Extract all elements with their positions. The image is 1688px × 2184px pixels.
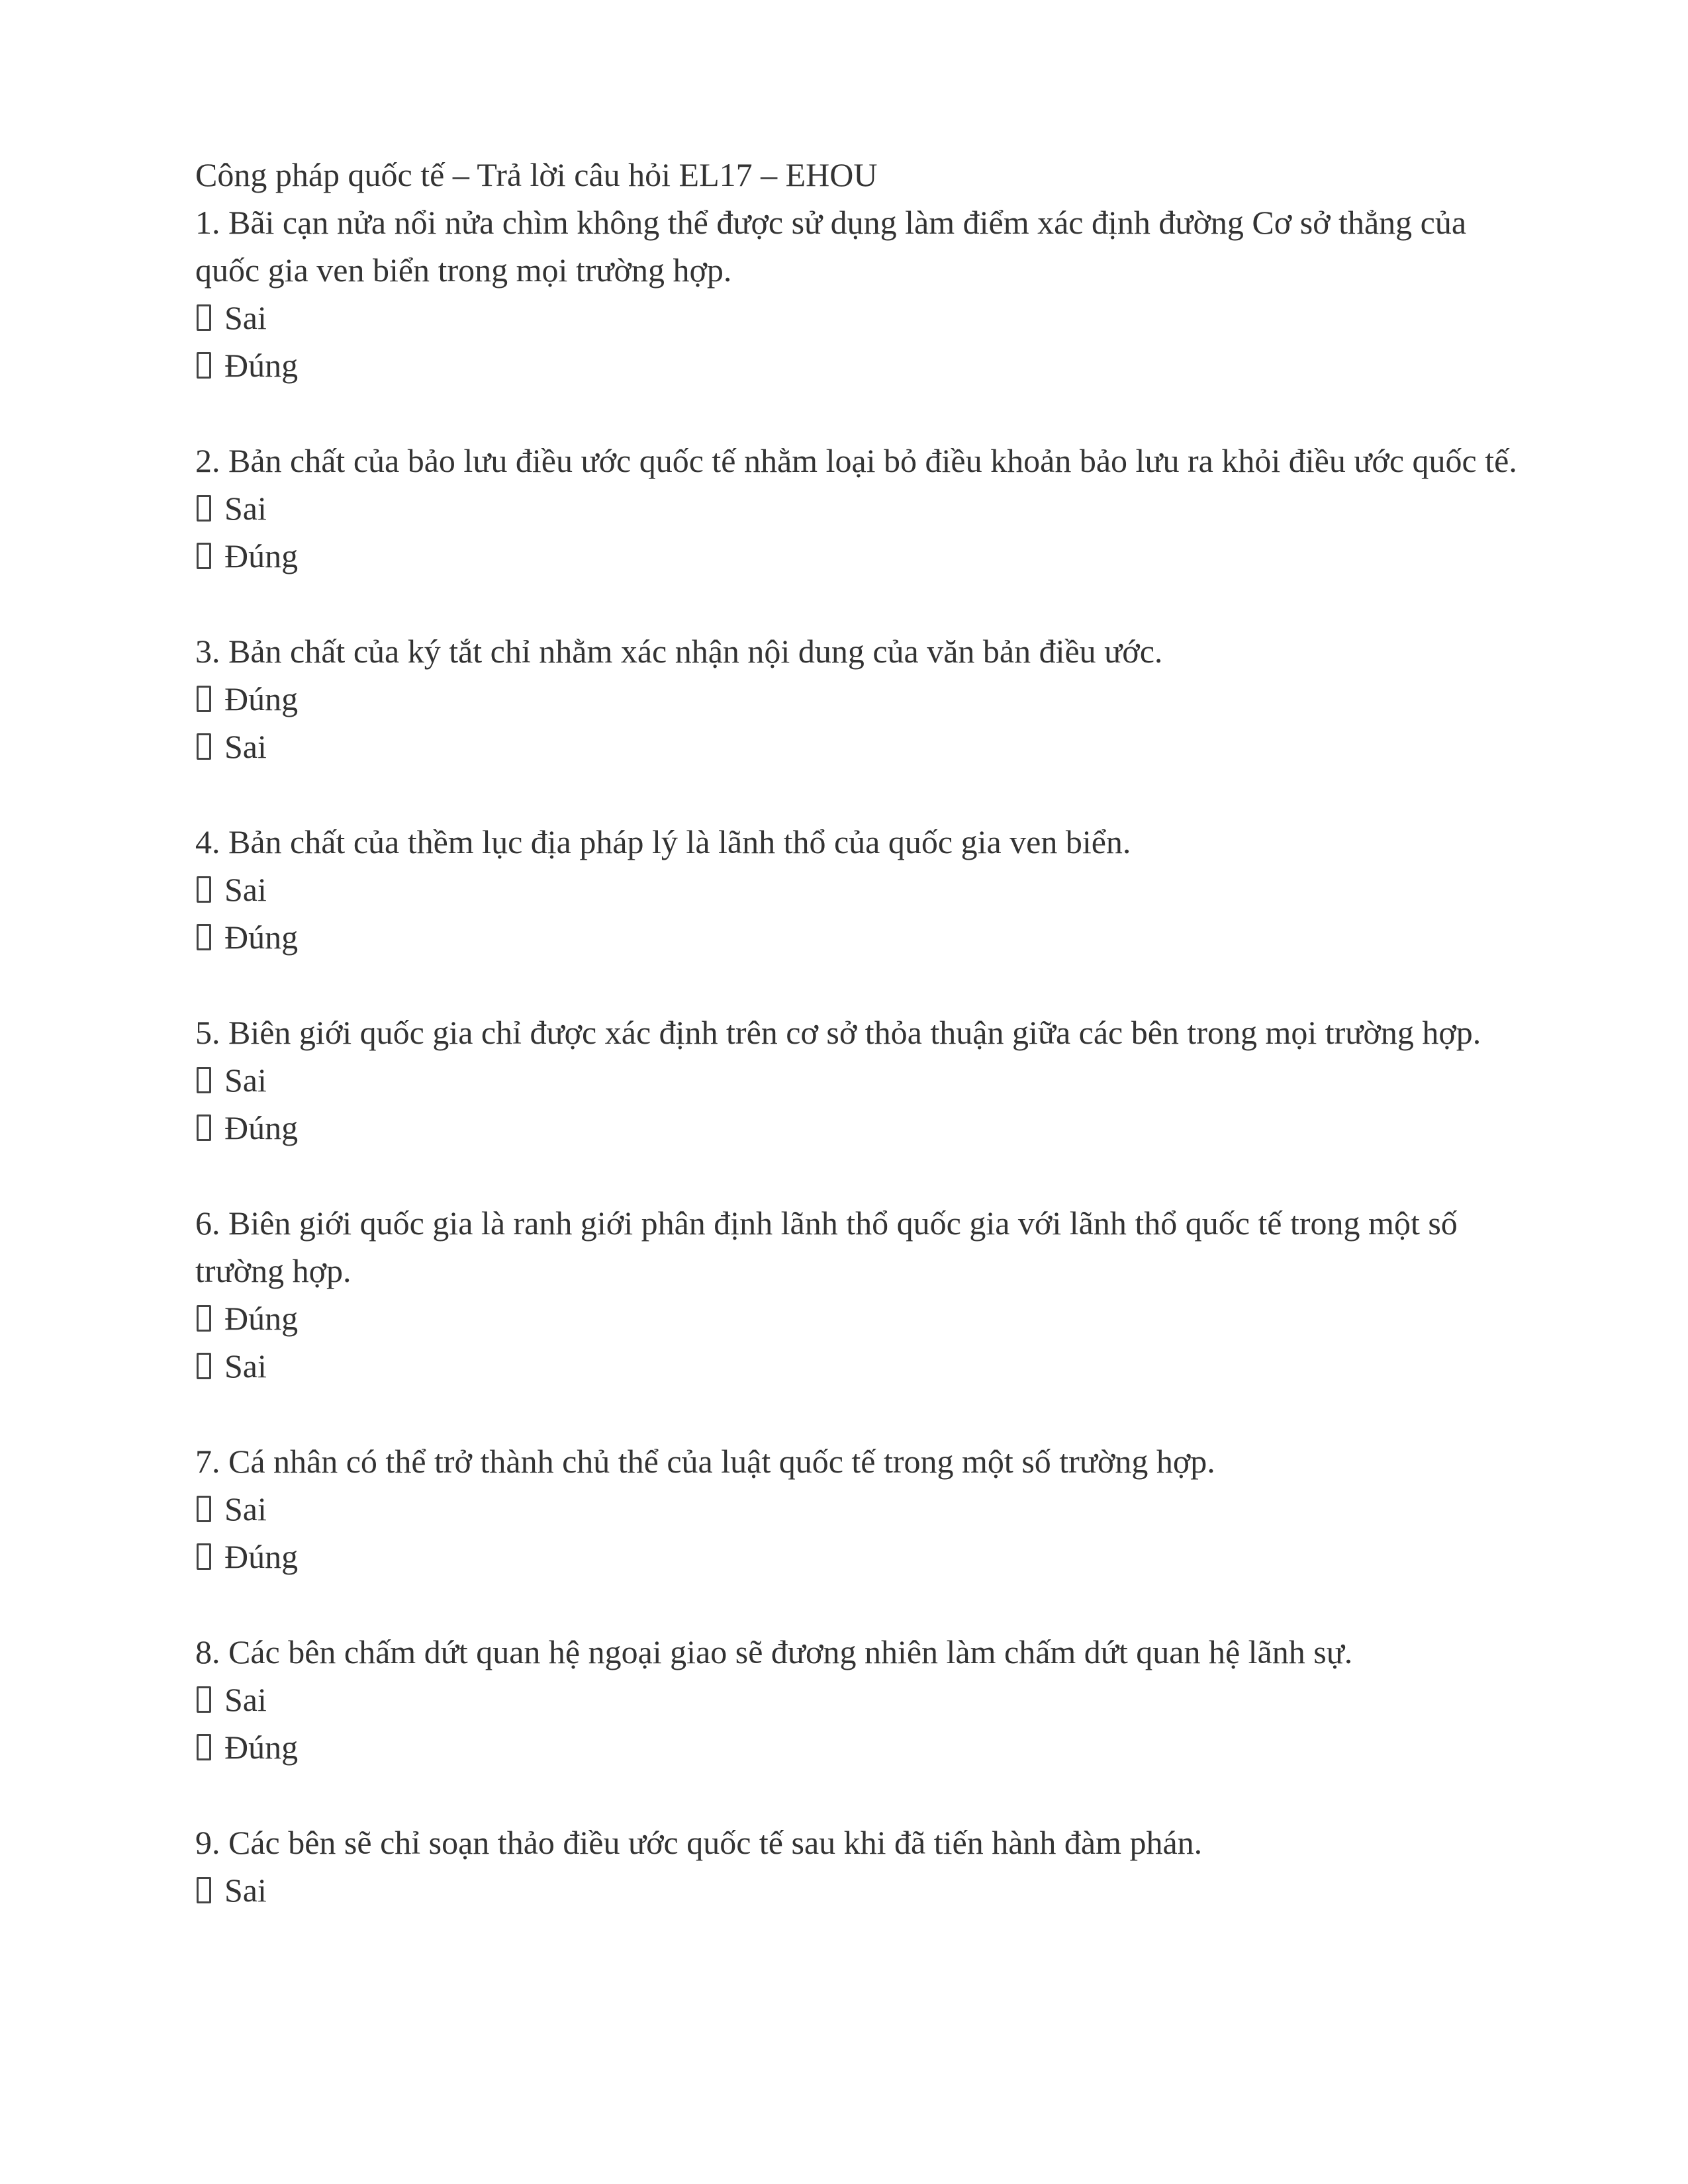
option-label: Sai [224, 1872, 267, 1909]
option-label: Đúng [224, 1729, 299, 1766]
answer-option[interactable] [195, 1342, 1532, 1390]
answer-option[interactable] [195, 532, 1532, 580]
checkbox-icon [197, 495, 211, 522]
option-label: Đúng [224, 1109, 299, 1146]
question-2 [195, 437, 1532, 580]
option-label: Sai [224, 1347, 267, 1385]
checkbox-icon [197, 1543, 211, 1570]
option-label: Sai [224, 1062, 267, 1099]
checkbox-icon [197, 686, 211, 712]
checkbox-icon [197, 352, 211, 379]
answer-option[interactable] [195, 1723, 1532, 1771]
answer-option[interactable] [195, 1485, 1532, 1533]
question-text: 4. Bản chất của thềm lục địa pháp lý là lãnh thổ của quốc gia ven biển. [195, 823, 1131, 860]
answer-option[interactable] [195, 1676, 1532, 1723]
option-label: Đúng [224, 680, 299, 717]
option-label: Sai [224, 299, 267, 336]
question-text: 3. Bản chất của ký tắt chỉ nhằm xác nhận nội dung của văn bản điều ước. [195, 633, 1163, 670]
checkbox-icon [197, 733, 211, 760]
checkbox-icon [197, 1067, 211, 1093]
answer-option[interactable] [195, 866, 1532, 913]
answer-option[interactable] [195, 1056, 1532, 1104]
question-5 [195, 1009, 1532, 1152]
question-3 [195, 627, 1532, 770]
checkbox-icon [197, 876, 211, 903]
checkbox-icon [197, 1496, 211, 1522]
answer-option[interactable] [195, 341, 1532, 389]
question-4 [195, 818, 1532, 961]
answer-option[interactable] [195, 1104, 1532, 1152]
answer-option[interactable] [195, 1866, 1532, 1914]
option-label: Đúng [224, 1538, 299, 1575]
checkbox-icon [197, 1686, 211, 1713]
option-label: Sai [224, 1490, 267, 1527]
document-body [195, 151, 1532, 1914]
document-title: Công pháp quốc tế – Trả lời câu hỏi EL17 – EHOU [195, 156, 878, 193]
answer-option[interactable] [195, 675, 1532, 723]
answer-option[interactable] [195, 913, 1532, 961]
checkbox-icon [197, 543, 211, 569]
question-6 [195, 1199, 1532, 1390]
checkbox-icon [197, 924, 211, 950]
answer-option[interactable] [195, 723, 1532, 770]
option-label: Đúng [224, 537, 299, 574]
question-text: 7. Cá nhân có thể trở thành chủ thể của luật quốc tế trong một số trường hợp. [195, 1443, 1215, 1480]
checkbox-icon [197, 1305, 211, 1332]
option-label: Sai [224, 490, 267, 527]
option-label: Đúng [224, 919, 299, 956]
answer-option[interactable] [195, 1533, 1532, 1580]
question-7 [195, 1437, 1532, 1580]
checkbox-icon [197, 1877, 211, 1903]
option-label: Đúng [224, 347, 299, 384]
option-label: Sai [224, 728, 267, 765]
checkbox-icon [197, 304, 211, 331]
question-8 [195, 1628, 1532, 1771]
question-text: 5. Biên giới quốc gia chỉ được xác định trên cơ sở thỏa thuận giữa các bên trong mọi trường hợp. [195, 1014, 1481, 1051]
question-1 [195, 199, 1532, 389]
question-text: 2. Bản chất của bảo lưu điều ước quốc tế nhằm loại bỏ điều khoản bảo lưu ra khỏi điều ước quốc tế. [195, 442, 1517, 479]
question-9 [195, 1819, 1532, 1914]
question-text: 8. Các bên chấm dứt quan hệ ngoại giao sẽ đương nhiên làm chấm dứt quan hệ lãnh sự. [195, 1633, 1353, 1670]
question-text: 6. Biên giới quốc gia là ranh giới phân định lãnh thổ quốc gia với lãnh thổ quốc tế trong một số trường hợp. [195, 1205, 1458, 1289]
question-text: 9. Các bên sẽ chỉ soạn thảo điều ước quốc tế sau khi đã tiến hành đàm phán. [195, 1824, 1203, 1861]
checkbox-icon [197, 1353, 211, 1379]
answer-option[interactable] [195, 484, 1532, 532]
answer-option[interactable] [195, 294, 1532, 341]
question-text: 1. Bãi cạn nửa nổi nửa chìm không thể được sử dụng làm điểm xác định đường Cơ sở thẳng của quốc gia ven biển trong mọi trường hợp. [195, 204, 1467, 289]
option-label: Sai [224, 1681, 267, 1718]
option-label: Đúng [224, 1300, 299, 1337]
checkbox-icon [197, 1734, 211, 1760]
option-label: Sai [224, 871, 267, 908]
answer-option[interactable] [195, 1295, 1532, 1342]
checkbox-icon [197, 1115, 211, 1141]
